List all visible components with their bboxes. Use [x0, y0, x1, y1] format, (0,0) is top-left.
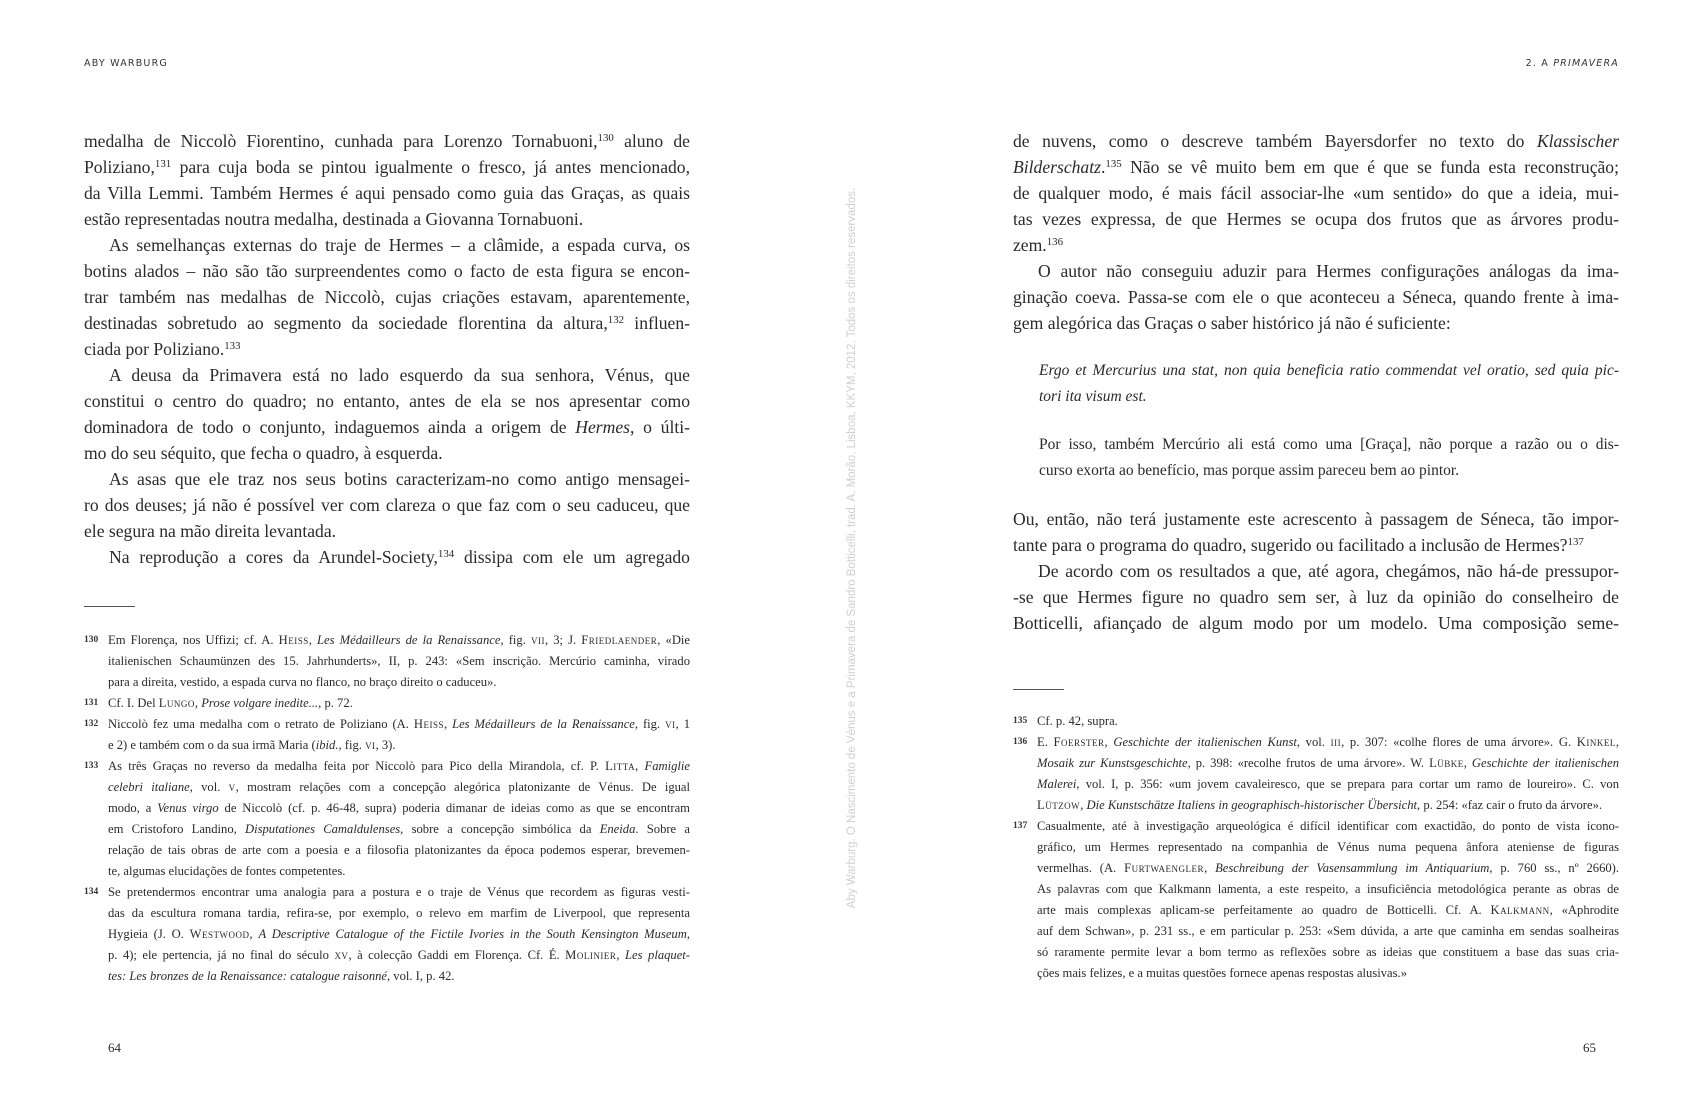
text-line	[108, 651, 690, 672]
text-run: -se que Hermes figure no quadro sem ser, à luz da opinião do conselheiro de	[1013, 587, 1619, 607]
text-run: , vol.	[1296, 735, 1331, 749]
paragraph	[1013, 558, 1619, 636]
text-line	[108, 966, 690, 987]
text-line	[108, 735, 690, 756]
text-run: Hygieia (J. O.	[108, 927, 190, 941]
small-caps-name: vii	[530, 633, 545, 647]
small-caps-name: iii	[1330, 735, 1342, 749]
text-run: medalha de Niccolò Fiorentino, cunhada para Lorenzo Tornabuoni,	[84, 131, 598, 151]
text-line	[108, 693, 690, 714]
text-line	[1039, 432, 1619, 458]
text-run: As três Graças no reverso da medalha feita por Niccolò para Pico della Mirandola, cf. P.	[108, 759, 606, 773]
text-line	[1039, 384, 1619, 410]
left-page-footnotes	[84, 630, 690, 987]
paragraph	[84, 544, 690, 570]
small-caps-name: Kalkmann	[1490, 903, 1550, 917]
text-run: Cf. p. 42, supra.	[1037, 714, 1118, 728]
text-run: em Cristoforo Landino,	[108, 822, 246, 836]
italic-text: Malerei	[1037, 777, 1077, 791]
small-caps-name: Westwood	[189, 927, 250, 941]
text-line	[84, 466, 690, 492]
footnote	[84, 714, 690, 756]
text-line	[108, 798, 690, 819]
text-run: ,	[686, 927, 690, 941]
block-quote	[1013, 358, 1619, 410]
footnote-reference[interactable]: 134	[437, 548, 455, 560]
footnote	[84, 756, 690, 882]
text-run: Poliziano,	[84, 157, 155, 177]
text-run: Na reprodução a cores da Arundel-Society,	[109, 547, 438, 567]
text-line	[108, 945, 690, 966]
text-run: gem alegórica das Graças o saber histórico já não é suficiente:	[1013, 313, 1451, 333]
text-run: italienischen Schaumünzen des 15. Jahrhunderts», II, p. 243: «Sem inscrição. Mercúrio caminha, virado	[108, 654, 690, 668]
italic-text: Mosaik zur Kunstsgeschichte	[1037, 756, 1188, 770]
text-run: influen-	[624, 313, 691, 333]
text-run: ,	[1615, 735, 1620, 749]
small-caps-name: Litta	[605, 759, 636, 773]
text-run: aluno de	[613, 131, 690, 151]
text-run: zem.	[1013, 235, 1047, 255]
small-caps-name: Molinier	[565, 948, 617, 962]
text-line	[84, 492, 690, 518]
text-line	[108, 714, 690, 735]
text-line	[84, 544, 690, 570]
small-caps-name: vi	[365, 738, 376, 752]
right-page-body	[1013, 128, 1619, 636]
text-line	[108, 756, 690, 777]
text-run: As semelhanças externas do traje de Hermes – a clâmide, a espada curva, os	[109, 235, 690, 255]
text-run: , «Die	[657, 633, 690, 647]
paragraph	[84, 466, 690, 544]
italic-text: Geschichte der italienischen Kunst	[1113, 735, 1297, 749]
footnote-reference[interactable]: 136	[1046, 236, 1064, 248]
page-number-left: 64	[108, 1040, 121, 1055]
italic-text: Les Médailleurs de la Renaissance	[317, 633, 501, 647]
small-caps-name: Lungo	[158, 696, 195, 710]
text-run: das da escultura romana tardia, refira-se, por exemplo, o relevo em marfim de Liverpool, que representa	[108, 906, 690, 920]
text-line	[108, 903, 690, 924]
text-run: ções mais felizes, e a muitas questões fornece apenas respostas alusivas.»	[1037, 966, 1407, 980]
text-run: A deusa da Primavera está no lado esquerdo da sua senhora, Vénus, que	[109, 365, 690, 385]
text-run: , 3; J.	[544, 633, 582, 647]
text-line	[84, 336, 690, 362]
italic-text: Disputationes Camaldulenses,	[245, 822, 404, 836]
text-run: constitui o centro do quadro; no entanto, antes de ela se nos apresentar como	[84, 391, 690, 411]
text-run: de Niccolò (cf. p. 46-48, supra) poderia dimanar de ideias como as que se encontram	[218, 801, 690, 815]
text-run: para cuja boda se pintou igualmente o fresco, já antes mencionado,	[171, 157, 690, 177]
text-run: , p. 398: «recolhe frutos de uma árvore». W.	[1187, 756, 1430, 770]
text-line	[1037, 942, 1619, 963]
chapter-title: PRIMAVERA	[1553, 58, 1619, 69]
text-run: .	[1100, 157, 1106, 177]
italic-text: Beschreibung der Vasensammlung im Antiquarium	[1215, 861, 1490, 875]
small-caps-name: Kinkel	[1576, 735, 1616, 749]
paragraph	[1013, 506, 1619, 558]
text-run: trar também nas medalhas de Niccolò, cujas criações estavam, aparentemente,	[84, 287, 690, 307]
text-run: ele segura na mão direita levantada.	[84, 521, 337, 541]
text-run: ,	[1104, 735, 1114, 749]
text-run: ,	[249, 927, 259, 941]
text-line	[1037, 879, 1619, 900]
text-run: arte mais complexas aplicam-se perfeitamente ao quadro de Botticelli. Cf. A.	[1037, 903, 1491, 917]
footnote-reference[interactable]: 131	[154, 158, 172, 170]
italic-text: tes: Les bronzes de la Renaissance: catalogue raisonné	[108, 969, 387, 983]
text-run: , vol. I, p. 356: «um jovem cavaleiresco, que se prepara para cortar um ramo de loureiro». C. von	[1076, 777, 1619, 791]
text-line	[1037, 921, 1619, 942]
text-line	[108, 777, 690, 798]
text-run: , 1	[675, 717, 690, 731]
text-line	[1039, 358, 1619, 384]
text-run: , p. 254: «faz cair o fruto da árvore».	[1417, 798, 1603, 812]
text-line	[84, 310, 690, 336]
block-quote	[1013, 432, 1619, 484]
paragraph	[84, 128, 690, 232]
text-run: , p. 72.	[318, 696, 353, 710]
text-run: ,	[443, 717, 453, 731]
italic-text: Eneida	[599, 822, 636, 836]
text-run: , vol.	[189, 780, 229, 794]
footnote-reference[interactable]: 132	[607, 314, 625, 326]
text-run: ginação coeva. Passa-se com ele o que aconteceu a Séneca, quando frente à ima-	[1013, 287, 1619, 307]
text-run: botins alados – não são tão surpreendentes como o facto de esta figura se encon-	[84, 261, 690, 281]
text-run: p. 4); ele pertencia, já no final do século	[108, 948, 335, 962]
footnote-reference[interactable]: 133	[224, 340, 241, 352]
small-caps-name: Heiss	[278, 633, 309, 647]
text-line	[1013, 154, 1619, 180]
text-line	[1013, 532, 1619, 558]
italic-text: Famiglie	[644, 759, 691, 773]
text-run: ,	[308, 633, 318, 647]
italic-text: tori ita visum est.	[1039, 388, 1147, 405]
small-caps-name: vi	[665, 717, 676, 731]
paragraph	[1013, 258, 1619, 336]
text-run: de nuvens, como o descreve também Bayersdorfer no texto do	[1013, 131, 1537, 151]
small-caps-name: Foerster	[1053, 735, 1105, 749]
italic-text: celebri italiane	[108, 780, 190, 794]
footnote	[1013, 732, 1619, 816]
italic-text: Geschichte der italienischen	[1471, 756, 1619, 770]
footnote-number: 132	[84, 719, 99, 729]
text-line	[1037, 837, 1619, 858]
text-run: ,	[1204, 861, 1216, 875]
paragraph	[1013, 128, 1619, 258]
text-line	[108, 672, 690, 693]
small-caps-name: Lützow	[1037, 798, 1081, 812]
italic-text: Les plaquet-	[625, 948, 690, 962]
footnote-number: 135	[1013, 716, 1028, 726]
italic-text: Venus virgo	[157, 801, 219, 815]
text-run: Em Florença, nos Uffizi; cf. A.	[108, 633, 279, 647]
footnote	[1013, 816, 1619, 984]
footnote	[84, 630, 690, 693]
text-run: , «Aphrodite	[1549, 903, 1619, 917]
text-run: de qualquer modo, é mais fácil associar-lhe «um sentido» do que a ideia, mui-	[1013, 183, 1619, 203]
italic-text: Prose volgare inedite...	[201, 696, 319, 710]
text-run: As palavras com que Kalkmann lamenta, a este respeito, a insuficiência metodológica perante as obras de	[1037, 882, 1619, 896]
text-line	[1013, 506, 1619, 532]
small-caps-name: xv	[334, 948, 349, 962]
text-run: vermelhas. (A.	[1037, 861, 1125, 875]
text-line	[1013, 128, 1619, 154]
footnote-reference[interactable]: 135	[1105, 158, 1122, 170]
text-run: As asas que ele traz nos seus botins caracterizam-no como antigo mensagei-	[109, 469, 690, 489]
text-line	[1013, 206, 1619, 232]
text-line	[84, 388, 690, 414]
text-run: ,	[635, 759, 645, 773]
text-line	[1013, 584, 1619, 610]
text-run: da Villa Lemmi. Também Hermes é aqui pensado como guia das Graças, as quais	[84, 183, 690, 203]
footnote-number: 130	[84, 635, 99, 645]
text-run: , fig.	[338, 738, 366, 752]
text-line	[84, 414, 690, 440]
text-line	[84, 258, 690, 284]
small-caps-name: Heiss	[413, 717, 444, 731]
text-line	[84, 518, 690, 544]
text-line	[84, 362, 690, 388]
text-line	[84, 440, 690, 466]
text-run: , vol. I, p. 42.	[387, 969, 455, 983]
text-run: ciada por Poliziano.	[84, 339, 225, 359]
text-run: Cf. I. Del	[108, 696, 159, 710]
text-run: sobre a concepção simbólica da	[403, 822, 600, 836]
text-line	[1013, 180, 1619, 206]
text-line	[108, 840, 690, 861]
text-run: , p. 760 ss., nº 2660).	[1489, 861, 1620, 875]
text-run: , à colecção Gaddi em Florença. Cf. É.	[348, 948, 566, 962]
footnote-rule-right	[1013, 689, 1064, 690]
paragraph	[84, 362, 690, 466]
italic-text: Klassischer	[1536, 131, 1619, 151]
text-run: estão representadas noutra medalha, destinada a Giovanna Tornabuoni.	[84, 209, 584, 229]
text-line	[84, 128, 690, 154]
text-run: , mostram relações com a concepção alegórica platonizante de Vénus. De igual	[235, 780, 691, 794]
text-run: modo, a	[108, 801, 158, 815]
text-run: tas vezes expressa, de que Hermes se ocupa dos frutos que as árvores produ-	[1013, 209, 1619, 229]
paragraph	[84, 232, 690, 362]
text-run: ,	[1463, 756, 1472, 770]
text-line	[84, 232, 690, 258]
footnote-reference[interactable]: 130	[597, 132, 614, 144]
text-run: Ou, então, não terá justamente este acrescento à passagem de Séneca, tão impor-	[1013, 509, 1619, 529]
footnote-number: 131	[84, 698, 99, 708]
text-run: Niccolò fez uma medalha com o retrato de Poliziano (A.	[108, 717, 414, 731]
text-line	[84, 206, 690, 232]
text-run: te, algumas elucidações de fontes competentes.	[108, 864, 346, 878]
small-caps-name: Friedlaender	[581, 633, 658, 647]
text-run: para a direita, vestido, a espada curva no flanco, no braço direito o caduceu».	[108, 675, 497, 689]
text-line	[1037, 858, 1619, 879]
text-run: mo do seu séquito, que fecha o quadro, à esquerda.	[84, 443, 443, 463]
text-line	[1037, 732, 1619, 753]
text-run: auf dem Schwan», p. 231 ss., e em particular p. 253: «Sem dúvida, a arte que caminha em sendas soalheiras	[1037, 924, 1619, 938]
text-run: Casualmente, até à investigação arqueológica é difícil identificar com exactidão, do ponto de vista icono-	[1037, 819, 1619, 833]
text-run: , o últi-	[630, 417, 690, 437]
text-run: Botticelli, afiançado de algum modo por um modelo. Uma composição seme-	[1013, 613, 1619, 633]
text-run: relação de tais obras de arte com a poesia e a filosofia platonizantes da época podemos esperar, brevemen-	[108, 843, 690, 857]
text-run: ,	[1080, 798, 1087, 812]
text-line	[1013, 284, 1619, 310]
text-run: ,	[194, 696, 202, 710]
text-line	[1013, 610, 1619, 636]
text-run: curso exorta ao benefício, mas porque assim pareceu bem ao pintor.	[1039, 462, 1460, 479]
text-line	[1037, 963, 1619, 984]
text-line	[1037, 795, 1619, 816]
text-line	[1037, 753, 1619, 774]
text-run: Por isso, também Mercúrio ali está como uma [Graça], não porque a razão ou o dis-	[1039, 436, 1619, 453]
text-run: só raramente permite levar a bom termo as reflexões sobre as ideias que constituem a base das suas cria-	[1037, 945, 1619, 959]
text-line	[1037, 774, 1619, 795]
copyright-watermark: Aby Warburg. O Nascimento de Vénus e a Primavera de Sandro Botticelli, trad. A. Morão, Lisboa, KKYM, 2012. Todos os direitos reservados.	[846, 187, 858, 909]
text-run: O autor não conseguiu aduzir para Hermes configurações análogas da ima-	[1038, 261, 1619, 281]
text-line	[84, 180, 690, 206]
italic-text: ibid.	[315, 738, 339, 752]
text-run: , p. 307: «colhe flores de uma árvore». G.	[1341, 735, 1577, 749]
italic-text: Ergo et Mercurius una stat, non quia beneficia ratio commendat vel oratio, sed quia pic-	[1039, 362, 1619, 379]
running-header-left: ABY WARBURG	[84, 58, 168, 69]
footnote-number: 134	[84, 887, 99, 897]
italic-text: Bilderschatz	[1013, 157, 1101, 177]
footnote-rule-left	[84, 606, 135, 607]
text-line	[1037, 900, 1619, 921]
chapter-number: 2. A	[1525, 58, 1554, 69]
text-run: gráfico, um Hermes representado na companhia de Vénus numa pequena ânfora ateniense de figuras	[1037, 840, 1619, 854]
footnote	[84, 882, 690, 987]
text-line	[108, 882, 690, 903]
text-line	[108, 819, 690, 840]
italic-text: Les Médailleurs de la Renaissance	[452, 717, 635, 731]
left-page-body	[84, 128, 690, 570]
text-line	[84, 154, 690, 180]
text-run: destinadas sobretudo ao segmento da sociedade florentina da altura,	[84, 313, 608, 333]
text-line	[1039, 458, 1619, 484]
text-line	[108, 924, 690, 945]
text-line	[1013, 310, 1619, 336]
running-header-right	[1526, 58, 1619, 69]
text-run: De acordo com os resultados a que, até agora, chegámos, não há-de pressupor-	[1038, 561, 1619, 581]
text-run: , fig.	[500, 633, 531, 647]
footnote-number: 133	[84, 761, 99, 771]
text-run: Não se vê muito bem em que é que se funda esta reconstrução;	[1121, 157, 1619, 177]
right-page-footnotes	[1013, 711, 1619, 984]
text-run: dominadora de todo o conjunto, indaguemos ainda a origem de	[84, 417, 576, 437]
text-line	[1013, 258, 1619, 284]
text-line	[1037, 816, 1619, 837]
text-line	[1013, 232, 1619, 258]
footnote	[1013, 711, 1619, 732]
footnote-reference[interactable]: 137	[1567, 536, 1584, 548]
text-run: , fig.	[634, 717, 666, 731]
footnote	[84, 693, 690, 714]
text-run: E.	[1037, 735, 1054, 749]
text-line	[108, 630, 690, 651]
text-run: ro dos deuses; já não é possível ver com clareza o que faz com o seu caduceu, que	[84, 495, 690, 515]
text-run: tante para o programa do quadro, sugerido ou facilitado a inclusão de Hermes?	[1013, 535, 1568, 555]
text-run: , 3).	[375, 738, 396, 752]
small-caps-name: Lübke	[1429, 756, 1464, 770]
text-run: e 2) e também com o da sua irmã Maria (	[108, 738, 316, 752]
text-line	[1037, 711, 1619, 732]
text-run: . Sobre a	[635, 822, 690, 836]
page-number-right: 65	[1583, 1040, 1596, 1055]
text-line	[84, 284, 690, 310]
text-run: Se pretendermos encontrar uma analogia para a postura e o traje de Vénus que recordem as figuras vesti-	[108, 885, 690, 899]
footnote-number: 137	[1013, 821, 1028, 831]
text-line	[108, 861, 690, 882]
small-caps-name: v	[228, 780, 236, 794]
text-line	[1013, 558, 1619, 584]
small-caps-name: Furtwaengler	[1124, 861, 1205, 875]
text-run: ,	[616, 948, 626, 962]
italic-text: Hermes	[575, 417, 631, 437]
italic-text: A Descriptive Catalogue of the Fictile Ivories in the South Kensington Museum	[258, 927, 687, 941]
footnote-number: 136	[1013, 737, 1028, 747]
italic-text: Die Kunstschätze Italiens in geographisch-historischer Übersicht	[1086, 798, 1418, 812]
text-run: dissipa com ele um agregado	[454, 547, 690, 567]
